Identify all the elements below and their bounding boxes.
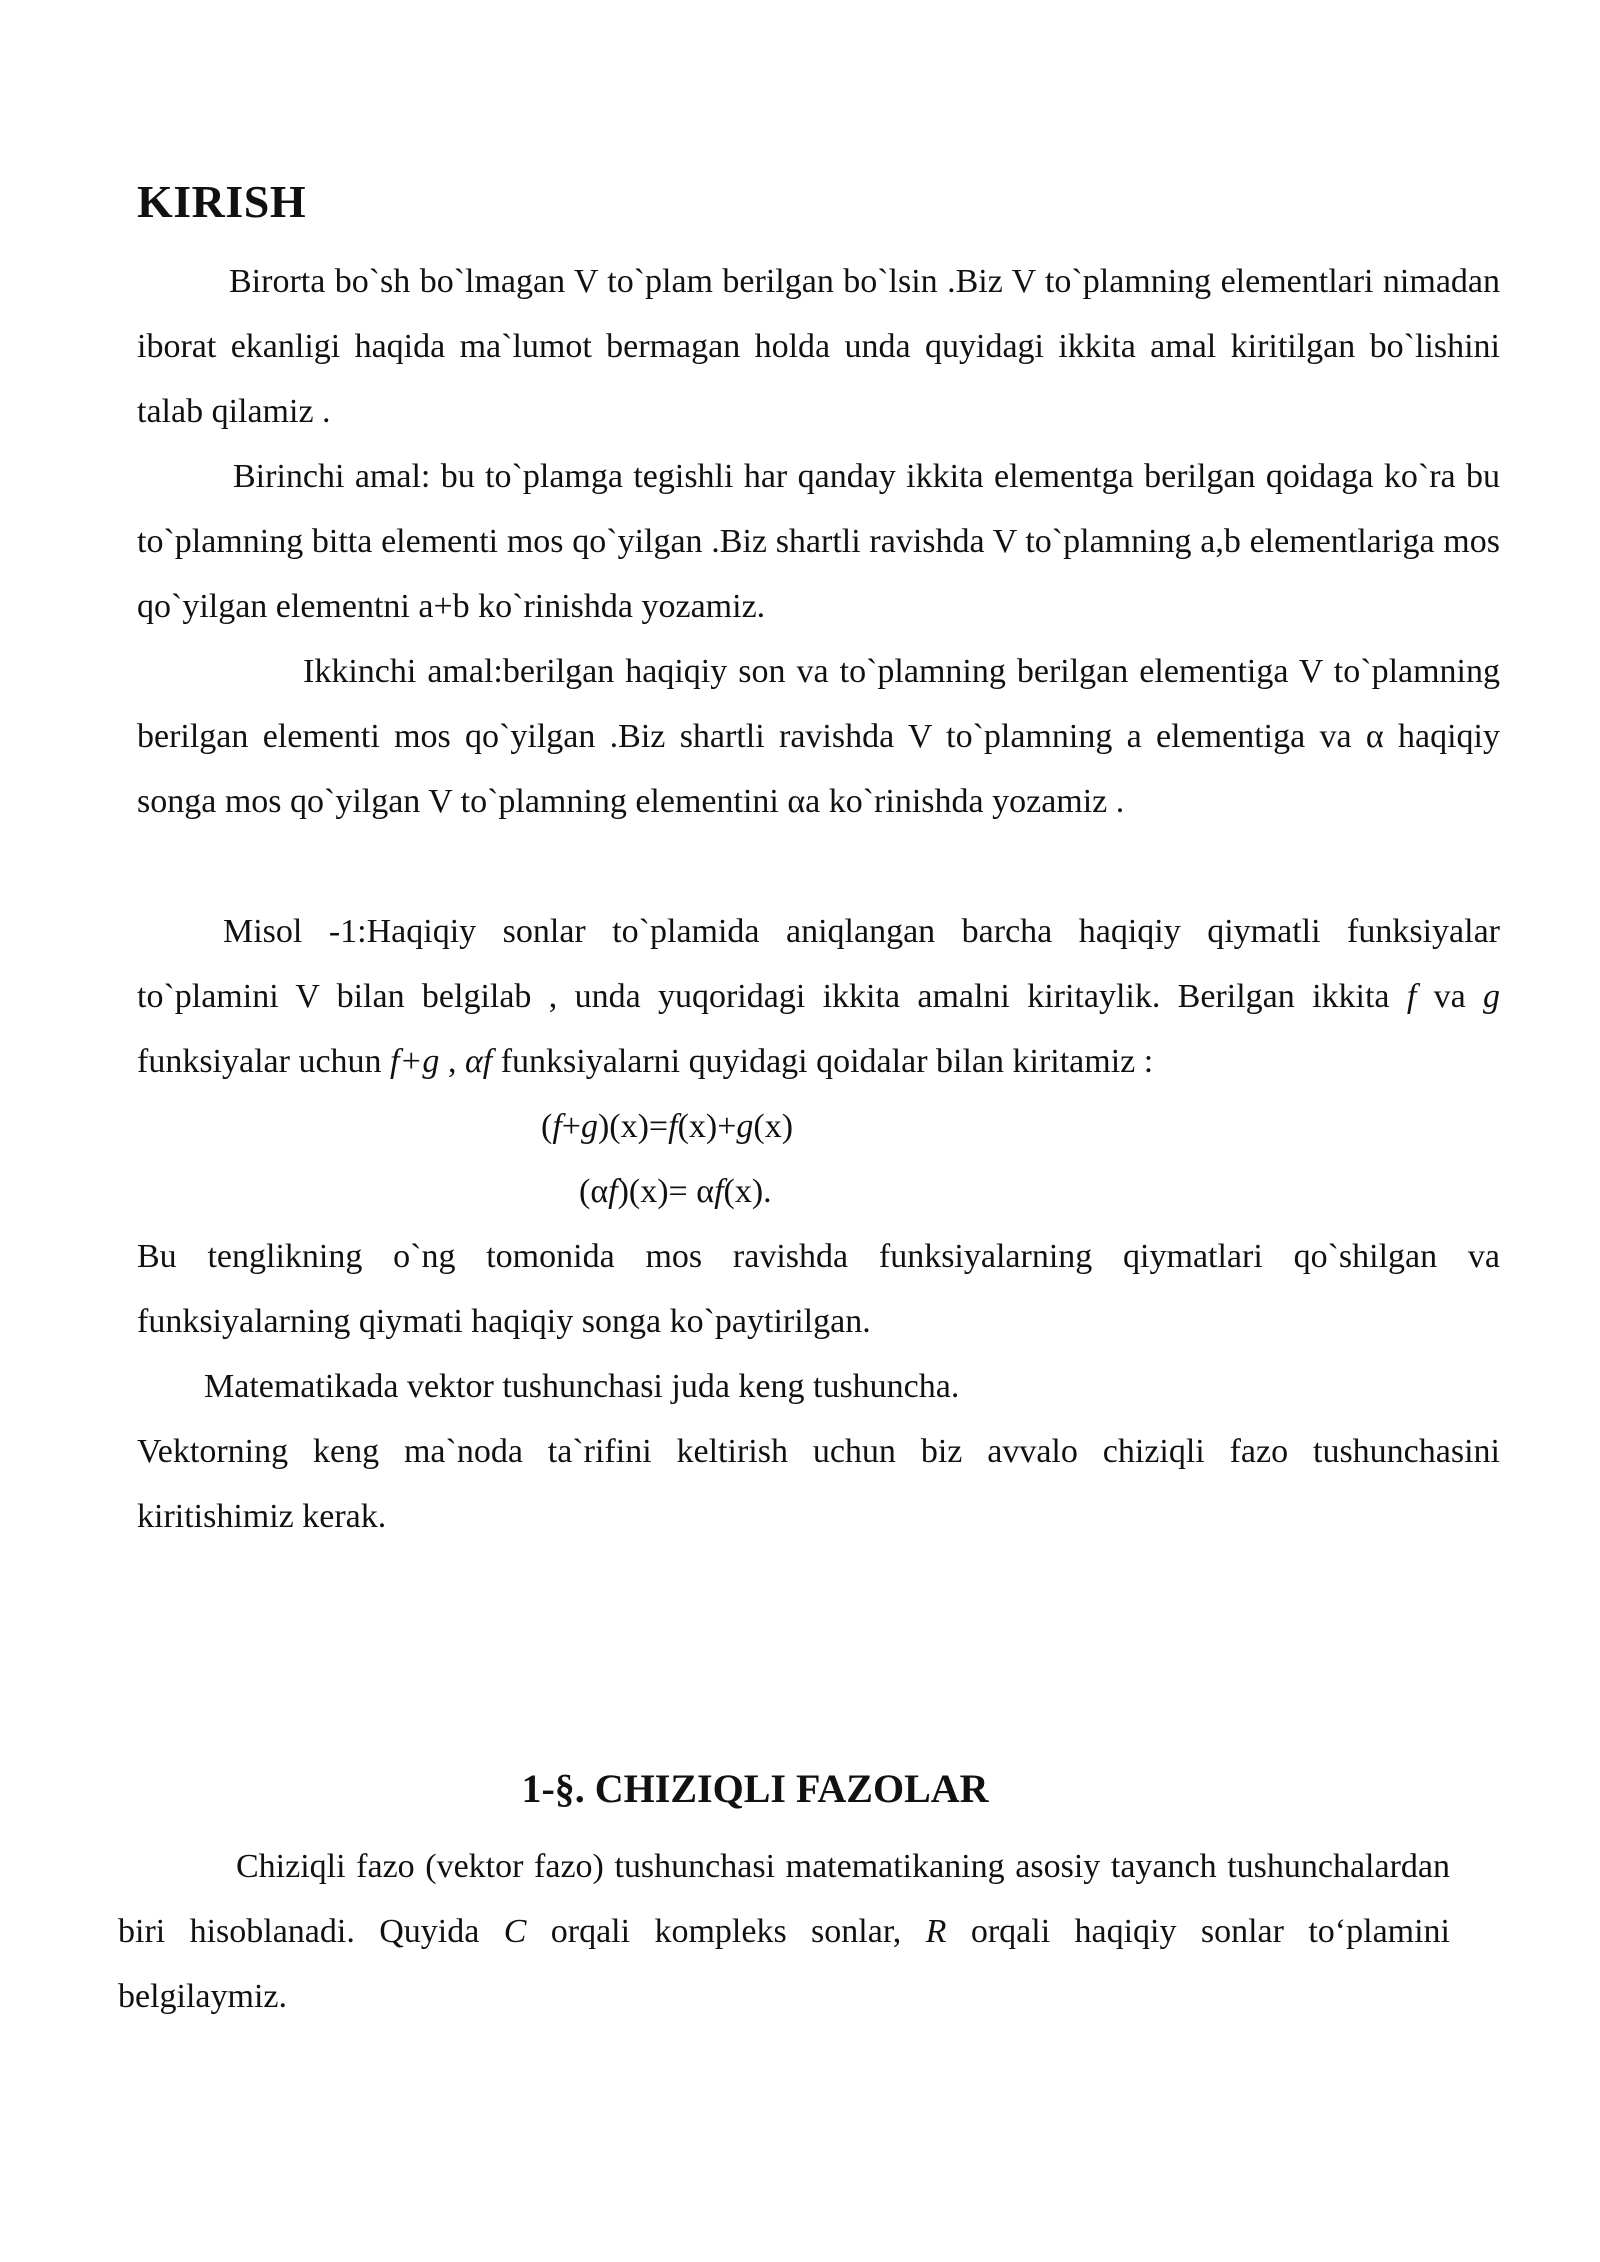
paragraph-second-operation: Ikkinchi amal:berilgan haqiqiy son va to`plamning berilgan elementiga V to`plamning berilgan elementi mos qo`yilgan .Biz shartli ravishda V to`plamning a elementiga va α haqiqiy songa mos qo`yilgan V to`plamning elementini αa ko`rinishda yozamiz .	[137, 653, 1500, 820]
paragraph-first-operation: Birinchi amal: bu to`plamga tegishli har qanday ikkita elementga berilgan qoidaga ko`ra bu to`plamning bitta elementi mos qo`yilgan .Biz shartli ravishda V to`plamning a,b elementlariga mos qo`yilgan elementni a+b ko`rinishda yozamiz.	[137, 458, 1500, 625]
symbol-r: R	[925, 1913, 947, 1950]
example-f-plus-g: f+g	[390, 1043, 440, 1080]
formula-sum-f: f	[552, 1108, 562, 1145]
formula-sum-g2: g	[736, 1108, 754, 1145]
formula-sum-f2: f	[668, 1108, 678, 1145]
section-text-1: Chiziqli fazo (vektor fazo) tushunchasi matematikaning asosiy tayanch tushunchalardan biri hisoblanadi. Quyida	[118, 1848, 1450, 1950]
example-text-2: va	[1416, 978, 1483, 1015]
heading-kirish: KIRISH	[137, 176, 307, 227]
example-text-1: Misol -1:Haqiqiy sonlar to`plamida aniqlangan barcha haqiqiy qiymatli funksiyalar to`plamini V bilan belgilab , unda yuqoridagi ikkita amalni kiritaylik. Berilgan ikkita	[137, 913, 1500, 1015]
example-g: g	[1483, 978, 1500, 1015]
example-text-4: ,	[439, 1043, 465, 1080]
formula-scalar-open: (α	[579, 1173, 609, 1210]
paragraph-after-formula: Bu tenglikning o`ng tomonida mos ravishda funksiyalarning qiymatlari qo`shilgan va funksiyalarning qiymati haqiqiy songa ko`paytirilgan.	[137, 1238, 1500, 1340]
formula-sum-end: (x)	[753, 1108, 794, 1145]
section-text-3: orqali haqiqiy sonlar to‘plamini belgilaymiz.	[118, 1913, 1451, 2015]
section-text-2: orqali kompleks sonlar,	[526, 1913, 926, 1950]
formula-sum-open: (	[541, 1108, 553, 1145]
example-alpha-f: αf	[464, 1043, 493, 1080]
paragraph-intro: Birorta bo`sh bo`lmagan V to`plam berilgan bo`lsin .Biz V to`plamning elementlari nimadan iborat ekanligi haqida ma`lumot bermagan holda unda quyidagi ikkita amal kiritilgan bo`lishini talab qilamiz .	[137, 263, 1500, 430]
symbol-c: C	[503, 1913, 527, 1950]
formula-scalar-mid: )(x)= α	[617, 1173, 715, 1210]
example-f: f	[1406, 978, 1417, 1015]
formula-scalar	[579, 1159, 772, 1224]
formula-scalar-f: f	[608, 1173, 618, 1210]
formula-scalar-f2: f	[714, 1173, 724, 1210]
paragraph-example	[137, 899, 1500, 1094]
formula-sum	[541, 1094, 793, 1159]
formula-sum-plus: +	[561, 1108, 581, 1145]
paragraph-matematika: Matematikada vektor tushunchasi juda keng tushuncha.	[204, 1368, 960, 1405]
section-title: 1-§. CHIZIQLI FAZOLAR	[521, 1766, 989, 1811]
formula-scalar-end: (x).	[723, 1173, 772, 1210]
formula-sum-mid2: (x)+	[677, 1108, 737, 1145]
paragraph-section-intro	[118, 1834, 1450, 2029]
example-text-3: funksiyalar uchun	[137, 1043, 391, 1080]
formula-sum-mid: )(x)=	[597, 1108, 669, 1145]
formula-sum-g: g	[580, 1108, 598, 1145]
example-text-5: funksiyalarni quyidagi qoidalar bilan kiritamiz :	[492, 1043, 1154, 1080]
paragraph-vektor: Vektorning keng ma`noda ta`rifini keltirish uchun biz avvalo chiziqli fazo tushunchasini kiritishimiz kerak.	[137, 1433, 1500, 1535]
